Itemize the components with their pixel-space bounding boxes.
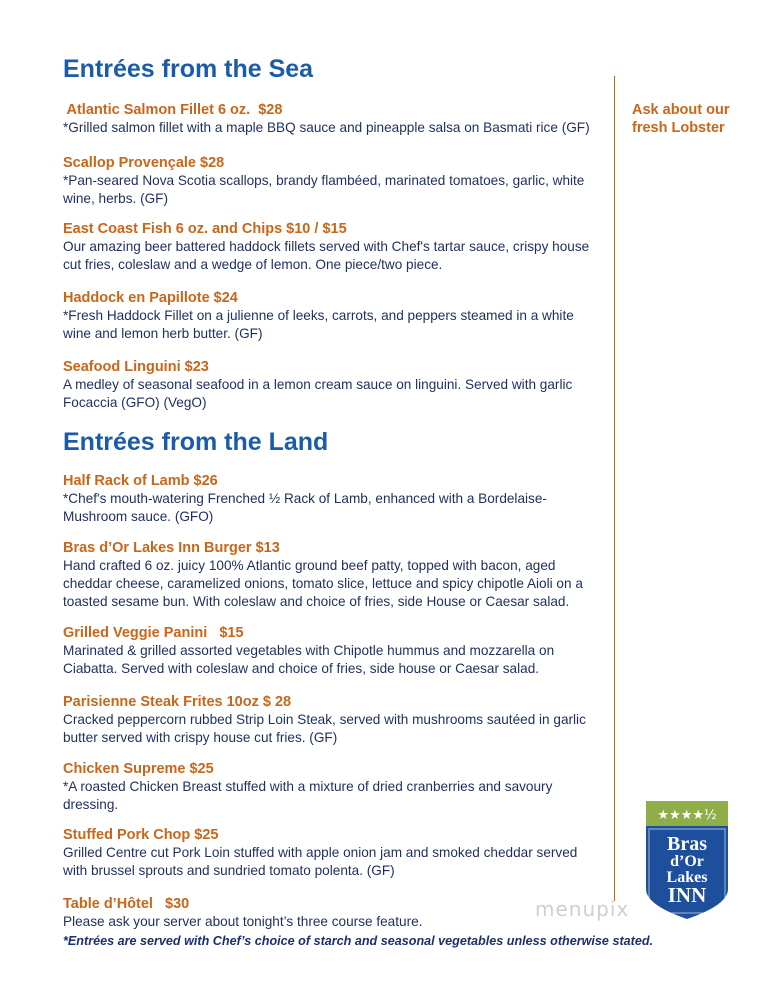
item-description: *Grilled salmon fillet with a maple BBQ sauce and pineapple salsa on Basmati rice (GF): [63, 120, 590, 135]
lobster-sidenote: Ask about our fresh Lobster: [632, 102, 730, 136]
item-name: Grilled Veggie Panini $15: [63, 625, 244, 641]
sea-section-title: Entrées from the Sea: [63, 55, 314, 83]
item-description: *Pan-seared Nova Scotia scallops, brandy flambéed, marinated tomatoes, garlic, white wine, herbs. (GF): [63, 173, 585, 206]
menu-item-burger: [63, 539, 603, 611]
item-name: Haddock en Papillote $24: [63, 290, 238, 306]
item-name: Parisienne Steak Frites 10oz $ 28: [63, 694, 292, 710]
logo-line-4: INN: [667, 883, 707, 907]
item-description: *Chef's mouth-watering Frenched ½ Rack of Lamb, enhanced with a Bordelaise-Mushroom sauce. (GFO): [63, 491, 547, 524]
menu-item-salmon: [63, 101, 603, 137]
item-name: Chicken Supreme $25: [63, 761, 214, 777]
menu-item-linguini: [63, 358, 603, 412]
footnote: *Entrées are served with Chef’s choice of starch and seasonal vegetables unless otherwise stated.: [63, 934, 654, 948]
land-section-title: Entrées from the Land: [63, 428, 329, 456]
menu-item-steak: [63, 693, 603, 747]
menu-item-scallop: [63, 154, 603, 208]
watermark: menupix: [535, 897, 630, 921]
item-description: Our amazing beer battered haddock fillets served with Chef's tartar sauce, crispy house cut fries, coleslaw and a wedge of lemon. One piece/two piece.: [63, 239, 590, 272]
item-description: Marinated & grilled assorted vegetables with Chipotle hummus and mozzarella on Ciabatta. Served with coleslaw and choice of fries, side house or Caesar salad.: [63, 643, 555, 676]
item-description: Hand crafted 6 oz. juicy 100% Atlantic ground beef patty, topped with bacon, aged cheddar cheese, caramelized onions, tomato slice, lettuce and spicy chipotle Aioli on a toasted sesame bun. With coleslaw and choice of fries, side House or Caesar salad.: [63, 558, 583, 609]
item-description: Grilled Centre cut Pork Loin stuffed with apple onion jam and smoked cheddar served with brussel sprouts and sundried tomato polenta. (GF): [63, 845, 578, 878]
item-name: Seafood Linguini $23: [63, 359, 209, 375]
logo-graphic: [646, 801, 728, 919]
menu-item-panini: [63, 624, 603, 678]
logo-stars: ★★★★½: [657, 808, 717, 823]
menu-item-lamb: [63, 472, 603, 526]
item-name: Half Rack of Lamb $26: [63, 473, 218, 489]
item-name: Bras d’Or Lakes Inn Burger $13: [63, 540, 280, 556]
logo-line-1: Bras: [667, 833, 707, 855]
item-name: Table d’Hôtel $30: [63, 896, 190, 912]
logo-line-2: d’Or: [670, 853, 704, 870]
item-description: *Fresh Haddock Fillet on a julienne of leeks, carrots, and peppers steamed in a white wine and lemon herb butter. (GF): [63, 308, 574, 341]
inn-logo: [646, 801, 728, 919]
item-name: East Coast Fish 6 oz. and Chips $10 / $15: [63, 221, 347, 237]
menu-item-fish-chips: [63, 220, 603, 274]
item-description: A medley of seasonal seafood in a lemon cream sauce on linguini. Served with garlic Focaccia (GFO) (VegO): [63, 377, 573, 410]
item-description: Please ask your server about tonight’s three course feature.: [63, 914, 423, 929]
menu-item-pork: [63, 826, 603, 880]
item-description: Cracked peppercorn rubbed Strip Loin Steak, served with mushrooms sautéed in garlic butter served with crispy house cut fries. (GF): [63, 712, 586, 745]
item-description: *A roasted Chicken Breast stuffed with a mixture of dried cranberries and savoury dressing.: [63, 779, 553, 812]
item-name: Stuffed Pork Chop $25: [63, 827, 219, 843]
menu-item-haddock: [63, 289, 603, 343]
logo-line-3: Lakes: [666, 869, 708, 886]
menu-item-table-dhotel: [63, 895, 603, 931]
item-name: Atlantic Salmon Fillet 6 oz. $28: [63, 102, 283, 118]
item-name: Scallop Provençale $28: [63, 155, 225, 171]
vertical-divider: [614, 76, 615, 901]
menu-item-chicken: [63, 760, 603, 814]
